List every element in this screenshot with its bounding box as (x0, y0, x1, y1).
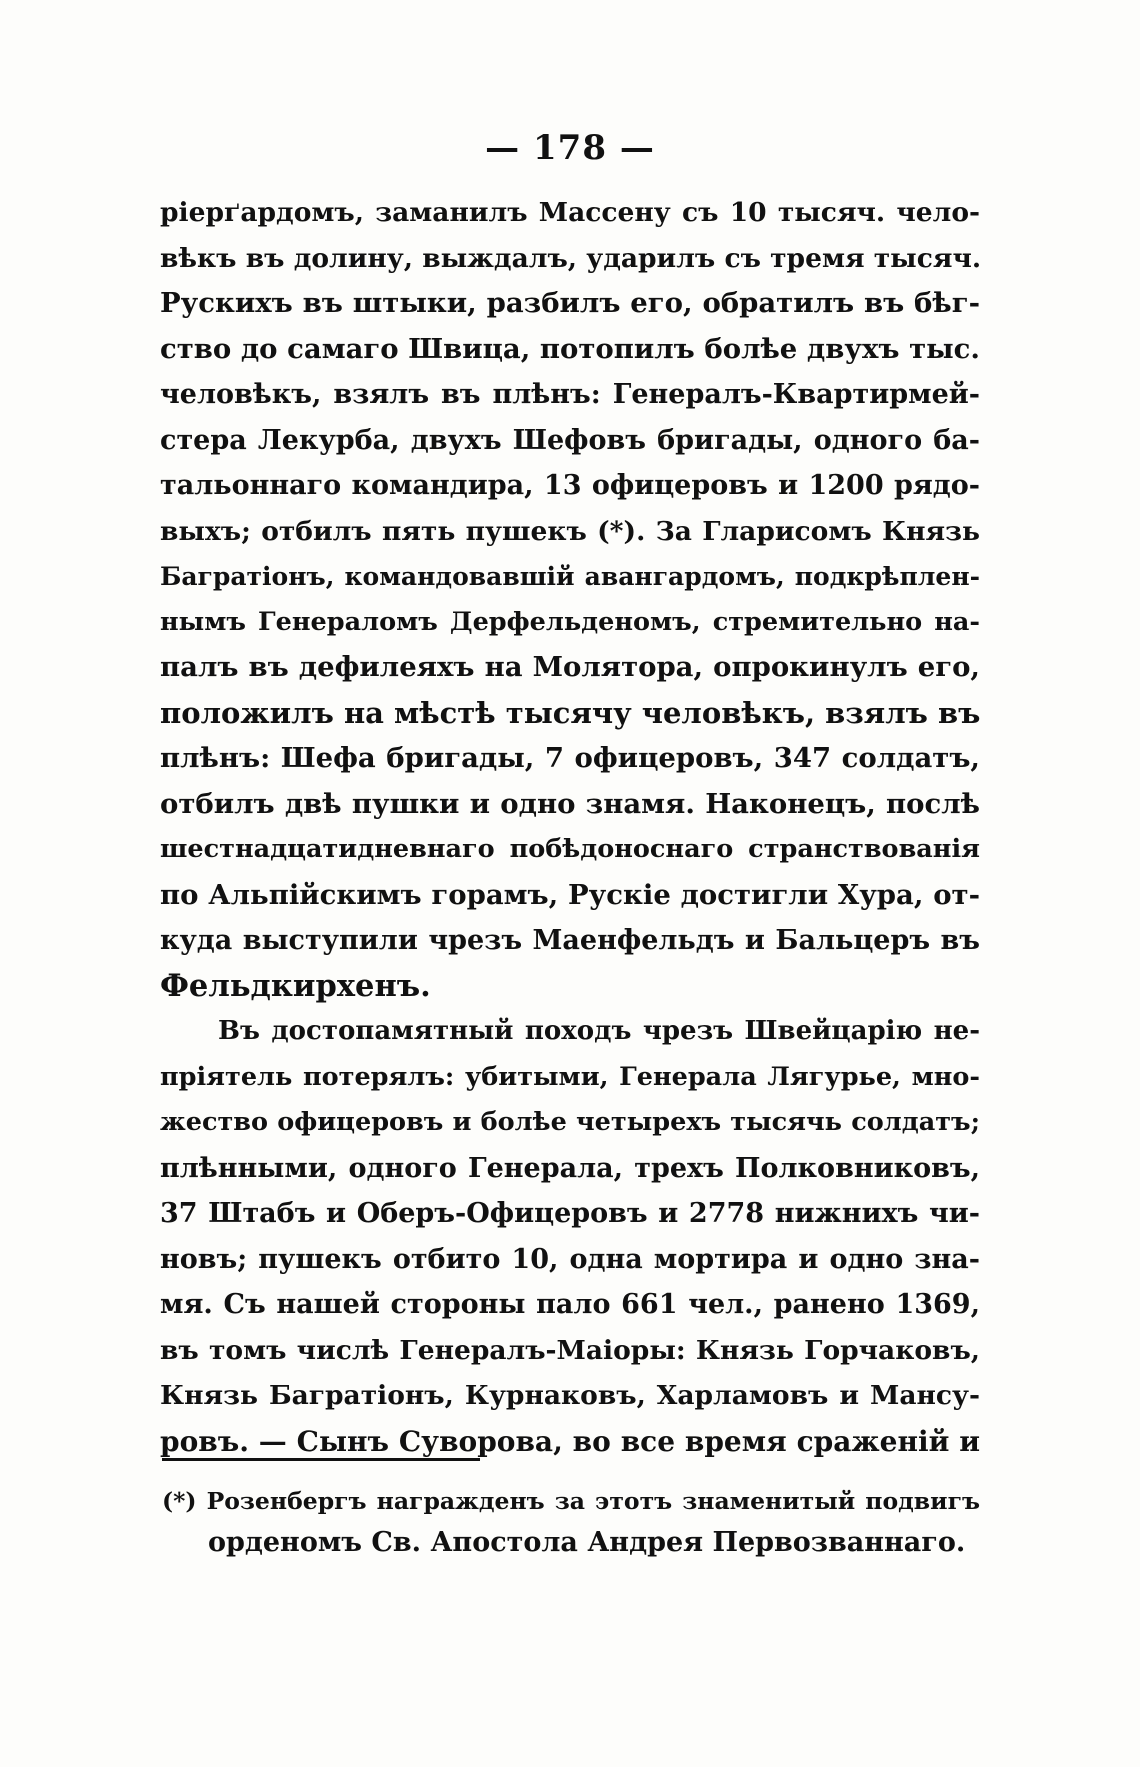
text-line: шестнадцатидневнаго побѣдоноснаго странствованія (160, 834, 980, 864)
text-line: вѣкъ въ долину, выждалъ, ударилъ съ тремя тысяч. (160, 242, 982, 274)
text-line: ріерґардомъ, заманилъ Массену съ 10 тысяч. чело- (160, 197, 980, 228)
text-line: мя. Съ нашей стороны пало 661 чел., ранено 1369, (160, 1289, 980, 1320)
text-line: Багратіонъ, командовавшій авангардомъ, подкрѣплен- (160, 562, 980, 591)
text-line: положилъ на мѣстѣ тысячу человѣкъ, взялъ въ (160, 695, 981, 730)
text-line: куда выступили чрезъ Маенфельдъ и Бальцеръ въ (160, 925, 980, 956)
text-line: Рускихъ въ штыки, разбилъ его, обратилъ въ бѣг- (160, 287, 980, 319)
text-line: пріятель потерялъ: убитыми, Генерала Лягурье, мно- (160, 1061, 980, 1092)
text-line: ровъ. — Сынъ Суворова, во все время сраженій и (160, 1424, 980, 1458)
text-line: Въ достопамятный походъ чрезъ Швейцарію не- (218, 1016, 980, 1046)
text-line: тальоннаго командира, 13 офицеровъ и 1200 рядо- (160, 470, 980, 501)
text-line: Фельдкирхенъ. (160, 967, 431, 1004)
text-line: жество офицеровъ и болѣе четырехъ тысячь солдатъ; (160, 1107, 980, 1137)
text-line: плѣнными, одного Генерала, трехъ Полковниковъ, (160, 1152, 980, 1184)
text-line: въ томъ числѣ Генералъ-Маіоры: Князь Горчаковъ, (160, 1334, 980, 1366)
text-line: стера Лекурба, двухъ Шефовъ бригады, одного ба- (160, 424, 980, 456)
text-line: ство до самаго Швица, потопилъ болѣе двухъ тыс. (160, 332, 980, 365)
page-number: — 178 — (485, 128, 655, 168)
text-line: палъ въ дефилеяхъ на Молятора, опрокинулъ его, (160, 651, 980, 683)
footnote-line: орденомъ Св. Апостола Андрея Первозваннаго. (208, 1527, 966, 1558)
text-line: плѣнъ: Шефа бригады, 7 офицеровъ, 347 солдатъ, (160, 742, 980, 774)
text-line: Князь Багратіонъ, Курнаковъ, Харламовъ и Мансу- (160, 1380, 980, 1411)
body-text (160, 190, 980, 1464)
text-line: нымъ Генераломъ Дерфельденомъ, стремительно на- (160, 606, 980, 637)
text-line: человѣкъ, взялъ въ плѣнъ: Генералъ-Квартирмей- (160, 379, 980, 410)
footnote (162, 1480, 980, 1564)
text-line: новъ; пушекъ отбито 10, одна мортира и одно зна- (160, 1243, 980, 1275)
text-line: 37 Штабъ и Оберъ-Офицеровъ и 2778 нижнихъ чи- (160, 1198, 980, 1229)
text-line: отбилъ двѣ пушки и одно знамя. Наконецъ, послѣ (160, 787, 980, 820)
text-line: выхъ; отбилъ пять пушекъ (*). За Гларисомъ Князь (160, 515, 980, 547)
footnote-divider (162, 1458, 480, 1461)
footnote-line: (*) Розенбергъ награжденъ за этотъ знаменитый подвигъ (162, 1487, 980, 1515)
text-line: по Альпійскимъ горамъ, Рускіе достигли Хура, от- (160, 878, 980, 911)
